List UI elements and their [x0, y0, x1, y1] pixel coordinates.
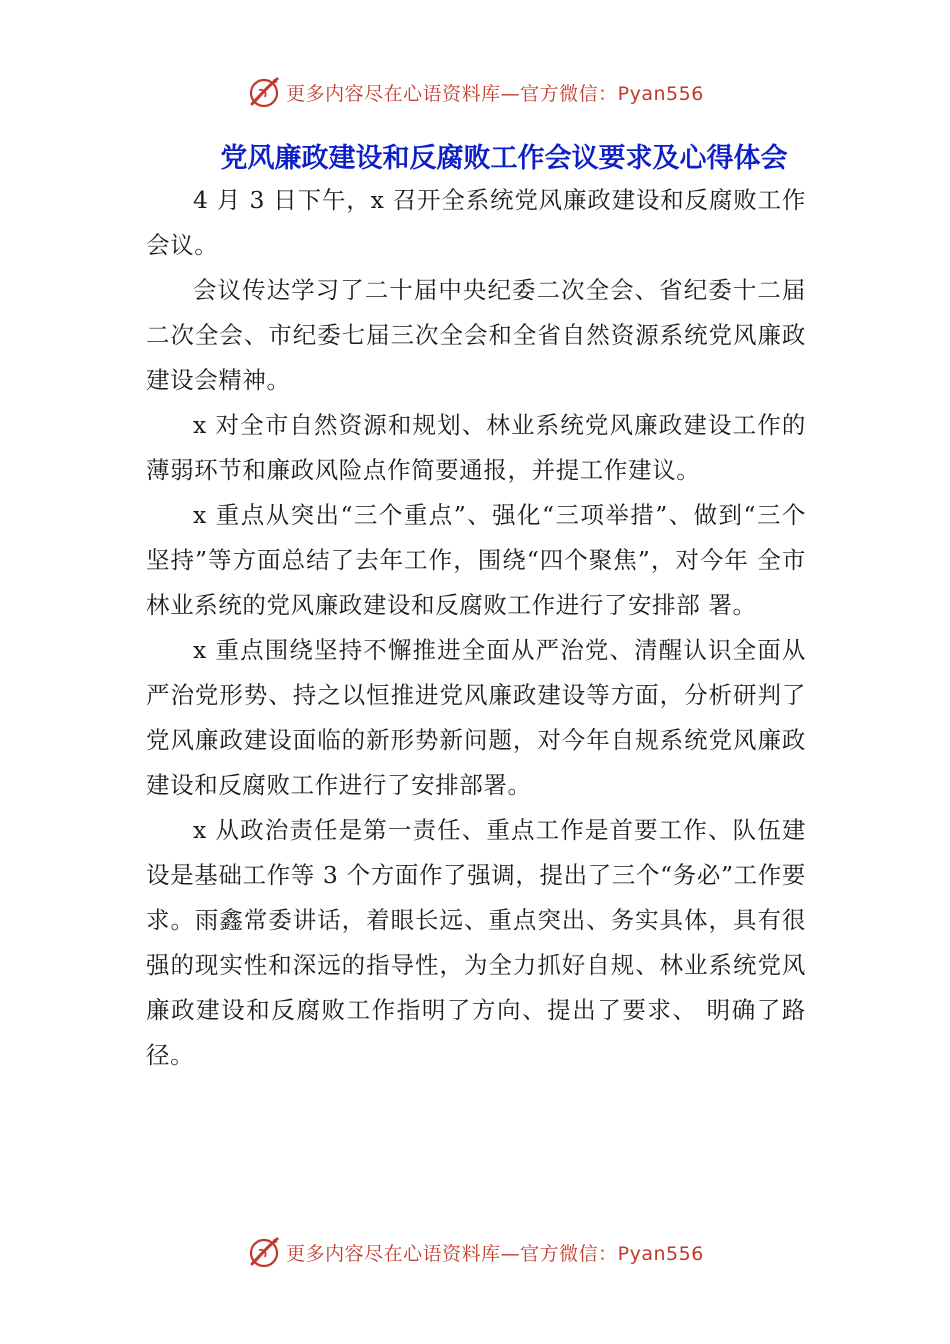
- header-banner: [0, 72, 950, 112]
- paragraph: 会议传达学习了二十届中央纪委二次全会、省纪委十二届二次全会、市纪委七届三次全会和全省自然资源系统党风廉政建设会精神。: [146, 276, 806, 394]
- banner-text: 更多内容尽在心语资料库—官方微信：Pyan556: [286, 1242, 704, 1265]
- document-body: [146, 178, 806, 1078]
- banner-text: 更多内容尽在心语资料库—官方微信：Pyan556: [286, 82, 704, 105]
- paragraph: x 对全市自然资源和规划、林业系统党风廉政建设工作的薄弱环节和廉政风险点作简要通报，并提工作建议。: [146, 411, 806, 484]
- paragraph: x 重点从突出“三个重点”、强化“三项举措”、做到“三个坚持”等方面总结了去年工作，围绕“四个聚焦”，对今年 全市林业系统的党风廉政建设和反腐败工作进行了安排部 署。: [146, 501, 806, 619]
- paragraph: x 重点围绕坚持不懈推进全面从严治党、清醒认识全面从严治党形势、持之以恒推进党风廉政建设等方面，分析研判了党风廉政建设面临的新形势新问题，对今年自规系统党风廉政建设和反腐败工作进行了安排部署。: [146, 636, 806, 799]
- paragraph: x 从政治责任是第一责任、重点工作是首要工作、队伍建设是基础工作等 3 个方面作了强调，提出了三个“务必”工作要求。雨鑫常委讲话，着眼长远、重点突出、务实具体，具有很强的现实性和深远的指导性，为全力抓好自规、林业系统党风廉政建设和反腐败工作指明了方向、提出了要求、 明确了路径。: [146, 816, 806, 1069]
- brush-circle-logo-icon: [246, 74, 282, 110]
- paragraph: 4 月 3 日下午，x 召开全系统党风廉政建设和反腐败工作会议。: [146, 186, 806, 259]
- document-title: 党风廉政建设和反腐败工作会议要求及心得体会: [220, 143, 788, 174]
- brush-circle-logo-icon: [246, 1234, 282, 1270]
- footer-banner: [0, 1232, 950, 1272]
